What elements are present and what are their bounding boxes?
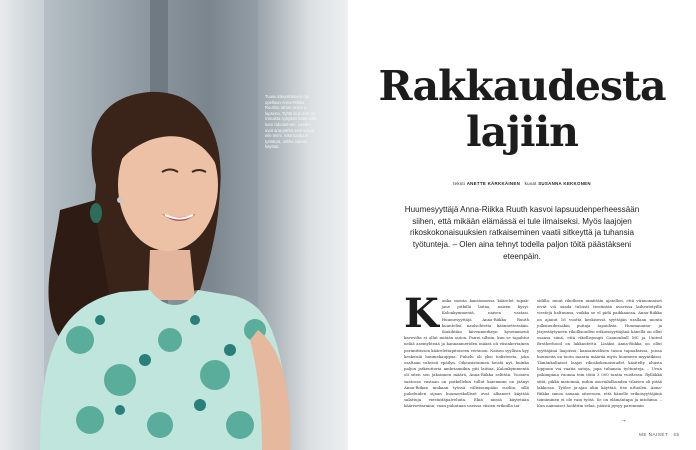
page-footer <box>639 432 679 437</box>
drop-cap: K <box>404 290 439 337</box>
credit-photo-name: SUSANNA KEKKONEN <box>538 181 591 186</box>
continue-arrow-icon: → <box>620 417 627 424</box>
body-column-1 <box>404 290 529 410</box>
magazine-name: ME NAISET <box>639 432 669 437</box>
credit-photo-label: kuvat <box>524 181 537 186</box>
byline <box>348 181 696 186</box>
body-column-2 <box>537 298 662 410</box>
article-title-line-1: Rakkaudesta <box>378 62 666 110</box>
credit-text-name: ANETTE KÄRKKÄINEN <box>466 181 521 186</box>
lead-paragraph: Huumesyyttäjä Anna-Riikka Ruuth kasvoi lapsuudenperheessään siihen, että mikään elämässä ei tule ilmaiseksi. Myös laajojen rikoskokonaisuuksien ratkaiseminen vaatii sitkeyttä ja tuhansia työtunteja. – Olen aina tehnyt todella paljon töitä päästäkseni eteenpäin. <box>404 205 640 261</box>
photo-caption: Tuusu kävysitteteeri opi opelluun Anna-Riikka Ruuthin rahon arvon ja lapsena. Työtä ikuri arte on misuista nykyään käännellä tuen rahoitet-tan. Lasten, avat ana-pärkä avat vaivat eile teimi. Sisä luottuun työtärpä, Jahka raksan käyttää. <box>265 94 317 150</box>
article-title-line-2: lajiin <box>466 108 578 156</box>
page-number: 45 <box>673 432 680 437</box>
credit-text-label: teksti <box>453 181 466 186</box>
body-text-1: unka monta kansiomossa käärelet tupak-jane pitkillä laitaa, naisen kysyi. Kalonkymmentä, naisen vastasi. Huumesyyttäjä Anna-Riikka Ruuth kuuntelisi naulsohtetta käännettessään. Sinäihitän kiivenmerkeyn kyseimmenä kavevilta ei ollut mitään outoa. Pairei ullsiin, kun se tapahtui nelää asemyhteää ja kannanmeriden määrä oli viisinkertainen perimittissen käärelettapitoiseen versioon. Naisen syyllisin kyy keskeisiä huumekauppaa. Puhelu oli yksi todisteista, joka osaltaan vahvisti epäilyn. Oikeusistuimen heistä nyt, kuinka paljon jatkeuttoria ambriannikin piti laittaa. Kalonkymmentä oli siten sen jakoinnen määrä, Anna-Riikka selittää. Vuosien saatossa vastaan on putkellekin tullut kaiemmin on jäänyt Anna-Riikan mukaan työssä välisisempään rooliin, sillä puheluiden sijaan huumerikolliset ovat alkaneet käyttää salattuja viestintäpalveluita. Ekiä niissä käytetään käärisettaraina, vaan puhutaan useissa viisien erikoilla tai- <box>404 298 529 409</box>
body-text-2: sidilla: muut rikollisen nimittäin ajatellen, että viranomaiset eivät voi saada tuloisti viestintää avavissa laiheutetyillä viestejä haltuunsa, vaikka se el pidä paikkaansa. Anna-Riikka on ajanut 16 vuotta keskisessä syyttäjän urallaan monta julkisuudessakin puitaja tapauksia. Huumauaine- ja järjestäytyneen rikollisuuden erikoissyyttäjänä hänellä on ollut osansa siinä, että rikollisjengit Cannonball MC ja United Brotherhood on lakkautettu. Lisäksi Anna-Riikka on ollut syyttäjänä laajoissa, kansainvälisen tason tapauksissa, joissa huumeita on tuotu maaria määrää myös huumeen myyntikissi. Tämänkaltaiset laajat rikoskokonaisuudet käsitelty aluista loppuun voi vaatia satoja, jopa tuhansia työtunteja. – Uvun pahimpana vuonna tein töitä 3 000 tuntia vuodessa. Rylläkkä siitä, pikkä matoinnä, mihin asuvaihdhunden vilaisen oli pitää lakkossa. Työlse ja-ajan aliin käyttää, itse urheilen. Anna-Riikka sanoo sanaan oiteessen, että hänelle erikoisyyttäjänä toimiminen ei ole vain työtä. Se on elämäntapa ja intohimo. – Kun naimaiset hoihtitin selaa, päästä pysyy paremmin <box>537 298 662 409</box>
